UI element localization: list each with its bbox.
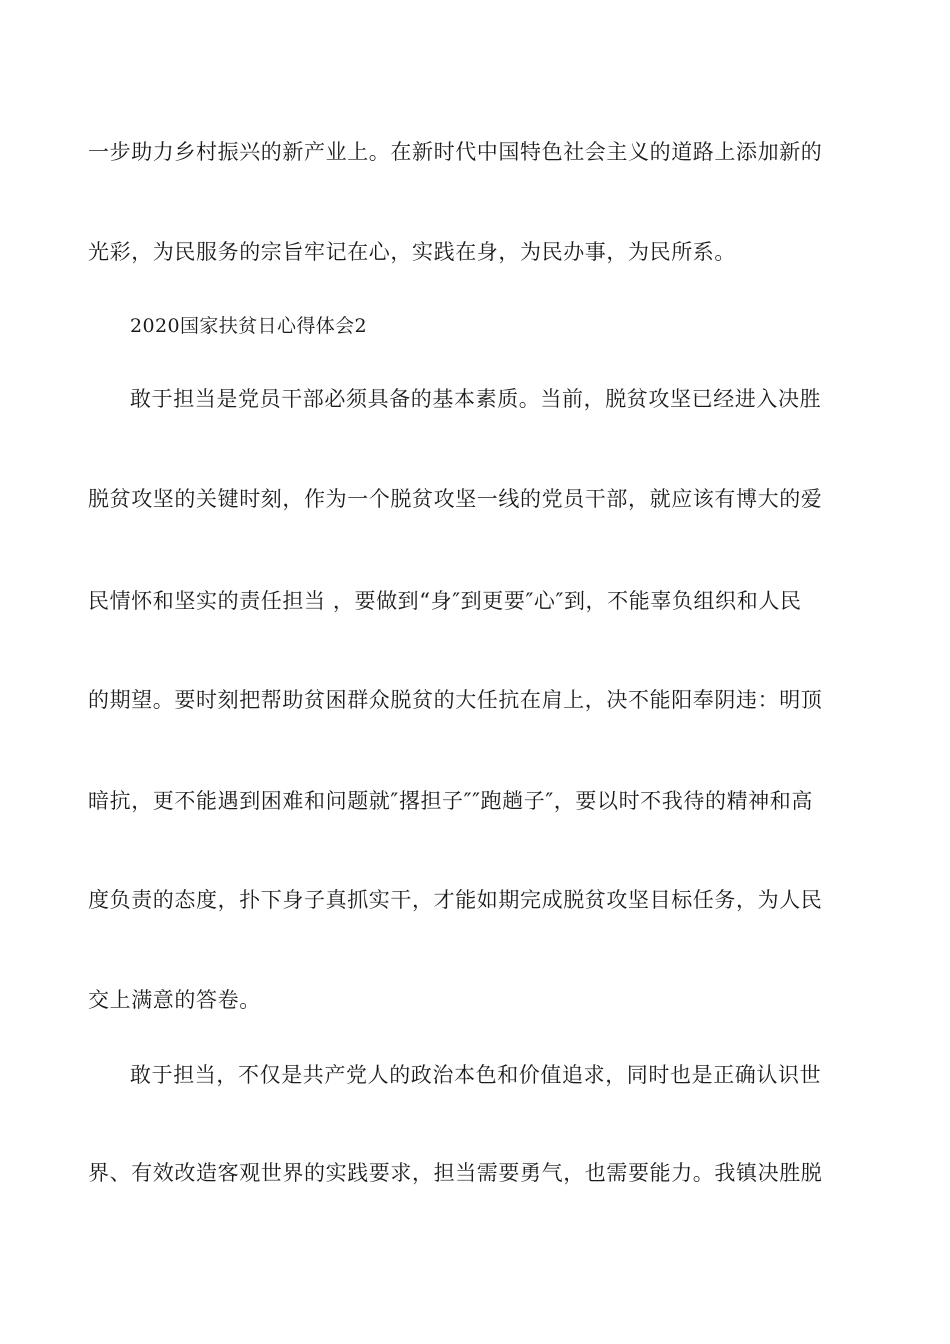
paragraph-line: 暗抗，更不能遇到困难和问题就″撂担子″″跑趟子″，要以时不我待的精神和高 — [88, 789, 813, 813]
paragraph-line: 度负责的态度，扑下身子真抓实干，才能如期完成脱贫攻坚目标任务，为人民 — [88, 888, 823, 912]
paragraph-line: 的期望。要时刻把帮助贫困群众脱贫的大任抗在肩上，决不能阳奉阴违：明顶 — [88, 688, 823, 712]
section-heading: 2020国家扶贫日心得体会2 — [130, 315, 368, 337]
paragraph-line: 交上满意的答卷。 — [88, 988, 261, 1012]
paragraph-line: 敢于担当，不仅是共产党人的政治本色和价值追求，同时也是正确认识世 — [130, 1063, 822, 1087]
paragraph-line: 光彩，为民服务的宗旨牢记在心，实践在身，为民办事，为民所系。 — [88, 240, 736, 264]
paragraph-line: 一步助力乡村振兴的新产业上。在新时代中国特色社会主义的道路上添加新的 — [88, 140, 823, 164]
paragraph-line: 敢于担当是党员干部必须具备的基本素质。当前，脱贫攻坚已经进入决胜 — [130, 387, 822, 411]
paragraph-line: 界、有效改造客观世界的实践要求，担当需要勇气，也需要能力。我镇决胜脱 — [88, 1161, 823, 1185]
paragraph-line: 民情怀和坚实的责任担当 ，要做到“身″到更要″心″到，不能辜负组织和人民 — [88, 589, 802, 613]
paragraph-line: 脱贫攻坚的关键时刻，作为一个脱贫攻坚一线的党员干部，就应该有博大的爱 — [88, 487, 823, 511]
